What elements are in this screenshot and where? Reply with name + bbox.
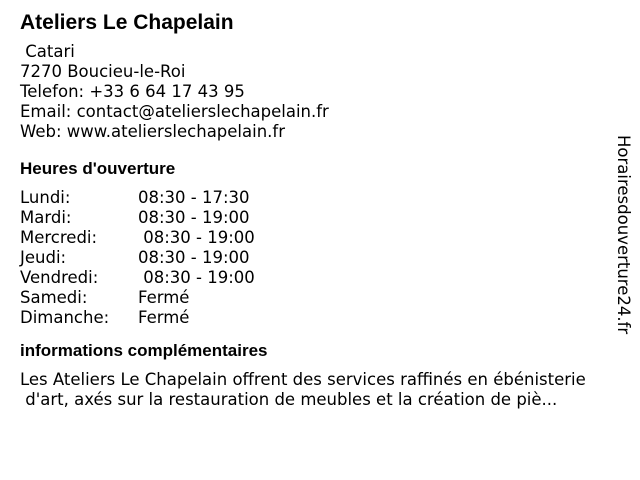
hours-day: Dimanche: [20,308,110,327]
hours-day: Lundi: [20,188,71,207]
hours-day: Vendredi: [20,268,99,287]
info-line-1: Les Ateliers Le Chapelain offrent des services raffinés en ébénisterie [20,370,586,389]
hours-day: Mardi: [20,208,72,227]
hours-time: Fermé [138,288,190,307]
hours-time: 08:30 - 19:00 [138,228,255,247]
hours-row [20,228,610,248]
address-line-2: 7270 Boucieu-le-Roi [20,62,186,81]
hours-heading: Heures d'ouverture [20,159,176,178]
hours-time: 08:30 - 19:00 [138,268,255,287]
web-line: Web: www.atelierslechapelain.fr [20,122,285,141]
hours-row [20,188,610,208]
hours-row [20,268,610,288]
hours-row [20,308,610,328]
hours-day: Jeudi: [20,248,67,267]
hours-time: Fermé [138,308,190,327]
info-line-2: d'art, axés sur la restauration de meubles et la création de piè... [20,390,558,409]
hours-row [20,288,610,308]
info-heading: informations complémentaires [20,341,268,360]
hours-row [20,248,610,268]
hours-time: 08:30 - 19:00 [138,208,250,227]
address-line-1: Catari [20,42,75,61]
info-description [20,370,620,410]
hours-time: 08:30 - 19:00 [138,248,250,267]
site-watermark: Horairesdouverture24.fr [614,135,633,335]
business-card [20,10,610,410]
hours-time: 08:30 - 17:30 [138,188,250,207]
email-line: Email: contact@atelierslechapelain.fr [20,102,329,121]
hours-day: Samedi: [20,288,88,307]
hours-row [20,208,610,228]
business-name: Ateliers Le Chapelain [20,11,234,34]
hours-table [20,188,610,328]
phone-line: Telefon: +33 6 64 17 43 95 [20,82,245,101]
hours-day: Mercredi: [20,228,98,247]
